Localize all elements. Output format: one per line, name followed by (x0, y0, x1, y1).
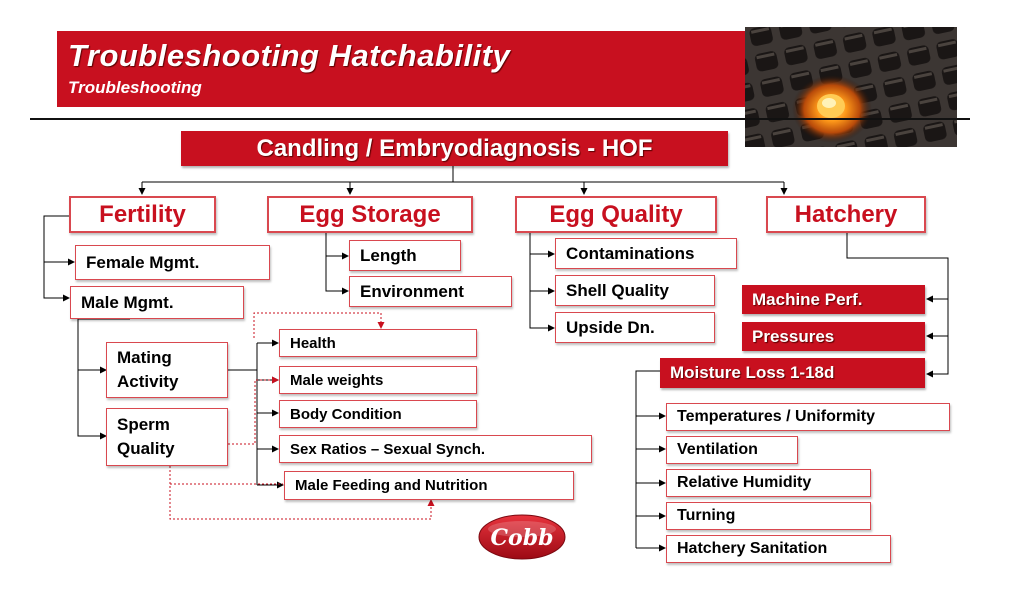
cobb-logo (477, 513, 567, 566)
sperm-quality-node: Sperm Quality (106, 408, 228, 466)
egg-storage-header: Egg Storage (267, 196, 473, 233)
egg-quality-header: Egg Quality (515, 196, 717, 233)
root-node: Candling / Embryodiagnosis - HOF (181, 131, 728, 166)
turning-node: Turning (666, 502, 871, 530)
pressures-node: Pressures (742, 322, 925, 351)
male-mgmt-node: Male Mgmt. (70, 286, 244, 319)
environment-node: Environment (349, 276, 512, 307)
sex-ratios-node: Sex Ratios – Sexual Synch. (279, 435, 592, 463)
female-mgmt-node: Female Mgmt. (75, 245, 270, 280)
shell-quality-node: Shell Quality (555, 275, 715, 306)
fertility-header: Fertility (69, 196, 216, 233)
relative-humidity-node: Relative Humidity (666, 469, 871, 497)
upside-dn-node: Upside Dn. (555, 312, 715, 343)
svg-text:Cobb: Cobb (490, 525, 554, 551)
machine-perf-node: Machine Perf. (742, 285, 925, 314)
length-node: Length (349, 240, 461, 271)
mating-activity-node: Mating Activity (106, 342, 228, 398)
page-subtitle: Troubleshooting (68, 78, 202, 97)
male-weights-node: Male weights (279, 366, 477, 394)
temperatures-node: Temperatures / Uniformity (666, 403, 950, 431)
male-feeding-node: Male Feeding and Nutrition (284, 471, 574, 500)
hatchery-sanitation-node: Hatchery Sanitation (666, 535, 891, 563)
health-node: Health (279, 329, 477, 357)
contaminations-node: Contaminations (555, 238, 737, 269)
ventilation-node: Ventilation (666, 436, 798, 464)
hatchery-header: Hatchery (766, 196, 926, 233)
body-condition-node: Body Condition (279, 400, 477, 428)
moisture-loss-node: Moisture Loss 1-18d (660, 358, 925, 388)
page-title: Troubleshooting Hatchability (68, 38, 511, 73)
